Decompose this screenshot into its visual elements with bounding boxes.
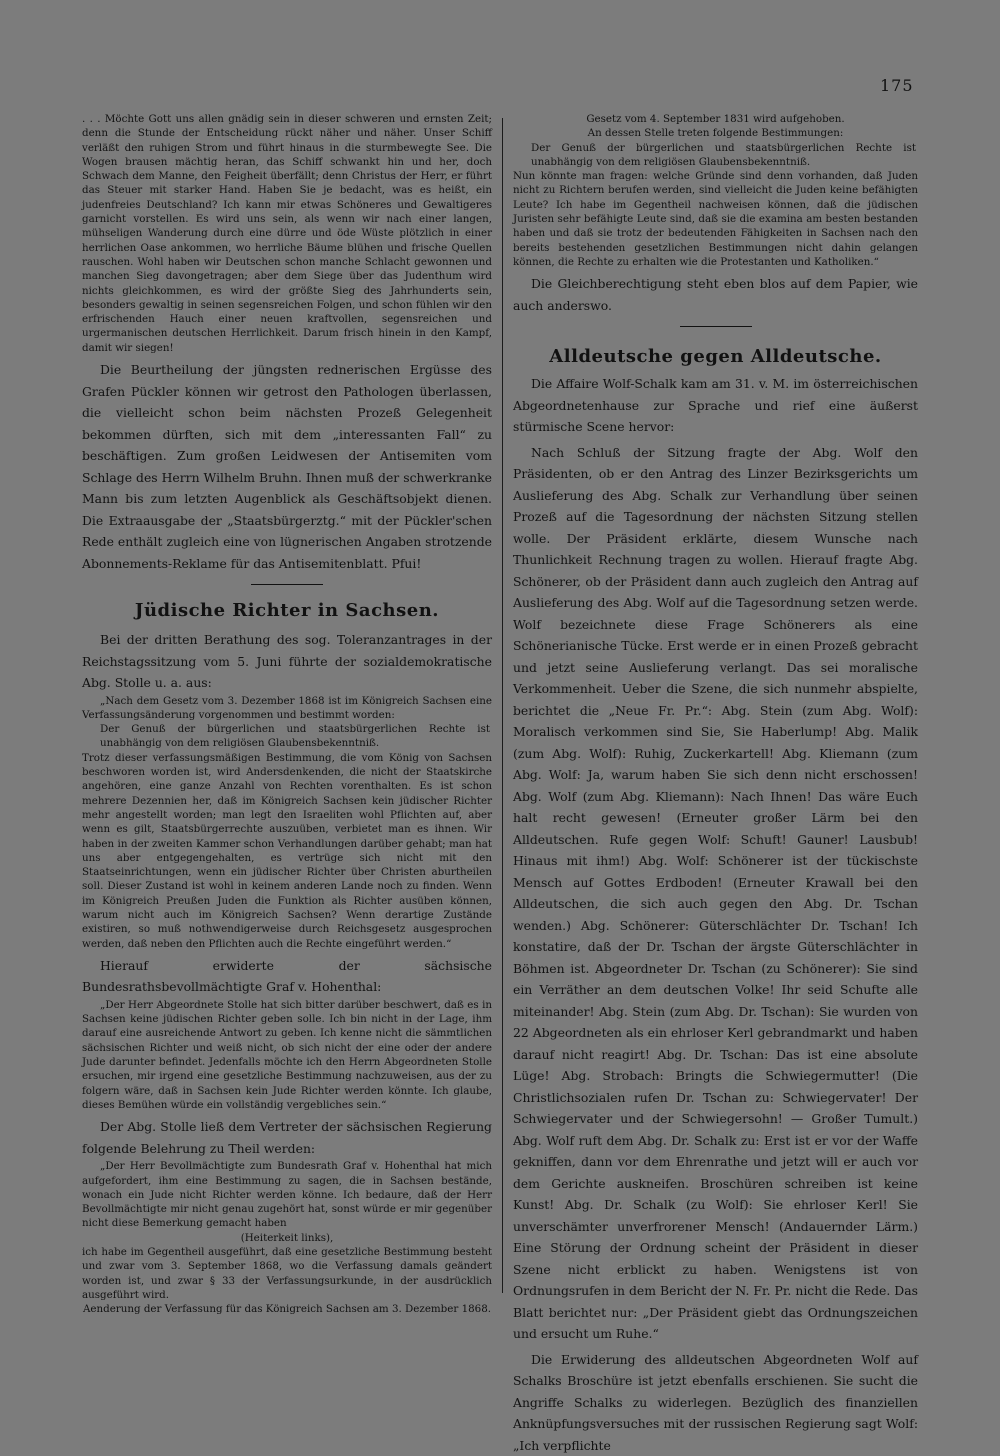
- amendment-title: Aenderung der Verfassung für das Königreich Sachsen am 3. Dezember 1868.: [82, 1303, 492, 1316]
- parliament-scene: Nach Schluß der Sitzung fragte der Abg. Wolf den Präsidenten, ob er den Antrag des Linzer Bezirksgerichts um Auslieferung des Abg. Schalk zur Verhandlung über seinen Prozeß auf die Tagesordnung der nächsten Sitzung stellen wolle. Der Präsident erklärte, diesem Wunsche nach Thunlichkeit Rechnung tragen zu wollen. Hierauf fragte Abg. Schönerer, ob der Präsident dann auch zugleich den Antrag auf Auslieferung des Abg. Wolf auf die Tagesordnung setzen werde. Wolf bezeichnete diese Frage Schönerers als eine Schönerianische Tücke. Erst werde er in einen Prozeß gebracht und jetzt seine Auslieferung verlangt. Das sei moralische Verkommenheit. Ueber die Szene, die sich nunmehr abspielte, berichtet die „Neue Fr. Pr.“: Abg. Stein (zum Abg. Wolf): Moralisch verkommen sind Sie, Sie Haberlump! Abg. Malik (zum Abg. Wolf): Ruhig, Zuckerkartell! Abg. Kliemann (zum Abg. Wolf: Ja, warum haben Sie sich denn nicht erschossen! Abg. Wolf (zum Abg. Kliemann): Nach Ihnen! Das wäre Euch halt recht gewesen! (Erneuter großer Lärm bei den Alldeutschen. Rufe gegen Wolf: Schuft! Gauner! Lausbub! Hinaus mit ihm!) Abg. Wolf: Schönerer ist der tückischste Mensch auf Gottes Erdboden! (Erneuter Krawall bei den Alldeutschen, die sich auch gegen den Abg. Dr. Tschan wenden.) Abg. Schönerer: Güterschlächter Dr. Tschan! Ich konstatire, daß der Dr. Tschan der ärgste Güterschlächter in Böhmen ist. Abgeordneter Dr. Tschan (zu Schönerer): Sie sind ein Verräther an dem deutschen Volke! Ihr seid Schufte alle miteinander! Abg. Stein (zum Abg. Dr. Tschan): Sie wurden von 22 Abgeordneten als ein ehrloser Kerl gebrandmarkt und haben darauf nicht reagirt! Abg. Dr. Tschan: Das ist eine absolute Lüge! Abg. Strobach: Bringts die Schwiegermutter! (Die Christlichsozialen rufen Dr. Tschan zu: Schwiegervater! Der Schwiegervater und der Schwiegersohn! — Großer Tumult.) Abg. Wolf ruft dem Abg. Dr. Schalk zu: Erst ist er vor der Waffe gekniffen, dann vor dem Ehrenrathe und jetzt will er auch vor dem Gerichte auskneifen. Broschüren schreiben ist keine Kunst! Abg. Dr. Schalk (zu Wolf): Sie ehrloser Kerl! Sie unverschämter unverfrorener Mensch! (Andauernder Lärm.) Eine Störung der Ordnung scheint der Präsident in dieser Szene nicht erblickt zu haben. Wenigstens ist von Ordnungsrufen in dem Bericht der N. Fr. Pr. nicht die Rede. Das Blatt berichtet nur: „Der Präsident giebt das Ordnungszeichen und ersucht um Ruhe.“: [513, 444, 918, 1342]
- affair-intro: Die Affaire Wolf-Schalk kam am 31. v. M. im österreichischen Abgeordnetenhause zur Sprache und rief eine äußerst stürmische Scene hervor:: [513, 376, 918, 435]
- stolle-reply-intro: Der Abg. Stolle ließ dem Vertreter der sächsischen Regierung folgende Belehrung zu Theil werden:: [82, 1119, 492, 1156]
- statute-citation: Der Genuß der bürgerlichen und staatsbürgerlichen Rechte ist unabhängig von dem religiösen Glaubensbekenntniß.: [100, 723, 490, 750]
- speech-excerpt: . . . Möchte Gott uns allen gnädig sein in dieser schweren und ernsten Zeit; denn die Stunde der Entscheidung rückt näher und näher. Unser Schiff verläßt den ruhigen Strom und führt hinaus in die sturmbewegte See. Die Wogen brausen mächtig heran, das Schiff schwankt hin und her, doch Schwach dem Manne, den Feigheit überfällt; denn Christus der Herr, er führt das Steuer mit starker Hand. Haben Sie je bedacht, was es heißt, ein judenfreies Deutschland? Ich kann mir etwas Schöneres und Gewaltigeres garnicht vorstellen. Es wird uns sein, als wenn wir nach einer langen, mühseligen Wanderung durch eine dürre und öde Wüste plötzlich in einer herrlichen Oase ankommen, wo herrliche Bäume blühen und frische Quellen rauschen. Wohl haben wir Deutschen schon manche Schlacht gewonnen und manchen Sieg davongetragen; aber dem Siege über das Judenthum wird nichts gleichkommen, es wird der größte Sieg des Jahrhunderts sein, besonders gewaltig in seinen segensreichen Folgen, und schon fühlen wir den erfrischenden Hauch einer neuen kraftvollen, segensreichen und urgermanischen deutschen Herrlichkeit. Darum frisch hinein in den Kampf, damit wir siegen!: [82, 113, 492, 354]
- article-heading-alldeutsche: Alldeutsche gegen Alldeutsche.: [549, 346, 882, 368]
- law-repeal: Gesetz vom 4. September 1831 wird aufgehoben.: [586, 113, 845, 125]
- replacement-note: An dessen Stelle treten folgende Bestimmungen:: [587, 127, 844, 140]
- page-number: 175: [880, 76, 914, 95]
- stolle-quote: „Nach dem Gesetz vom 3. Dezember 1868 ist im Königreich Sachsen eine Verfassungsänderung vorgenommen und bestimmt worden:: [82, 694, 492, 721]
- puckler-commentary: Die Beurtheilung der jüngsten rednerischen Ergüsse des Grafen Pückler können wir getrost den Pathologen überlassen, die vielleicht schon beim nächsten Prozeß Gelegenheit bekommen dürften, sich mit dem „interessanten Fall“ zu beschäftigen. Zum großen Leidwesen der Antisemiten vom Schlage des Herrn Wilhelm Bruhn. Ihnen muß der schwerkranke Mann bis zum letzten Augenblick als Geschäftsobjekt dienen. Die Extraausgabe der „Staatsbürgerztg.“ mit der Pückler'schen Rede enthält zugleich eine von lügnerischen Angaben strotzende Abonnements-Reklame für das Antisemitenblatt. Pfui!: [82, 362, 492, 571]
- statute-citation-right: Der Genuß der bürgerlichen und staatsbürgerlichen Rechte ist unabhängig von dem religiösen Glaubensbekenntniß.: [531, 141, 916, 168]
- stolle-reply-quote: „Der Herr Bevollmächtigte zum Bundesrath Graf v. Hohenthal hat mich aufgefordert, ihm eine Bestimmung zu sagen, die in Sachsen bestände, wonach ein Jude nicht Richter werden könne. Ich bedaure, daß der Herr Bevollmächtigte mir nicht genau zugehört hat, sonst würde er mir gegenüber nicht diese Bemerkung gemacht haben: [82, 1160, 492, 1230]
- tolerance-intro: Bei der dritten Berathung des sog. Toleranzantrages in der Reichstagssitzung vom 5. Juni führte der sozialdemokratische Abg. Stolle u. a. aus:: [82, 632, 492, 691]
- hohenthal-quote: „Der Herr Abgeordnete Stolle hat sich bitter darüber beschwert, daß es in Sachsen keine jüdischen Richter geben solle. Ich bin nicht in der Lage, ihm darauf eine ausreichende Antwort zu geben. Ich kenne nicht die sämmtlichen sächsischen Richter und weiß nicht, ob sich nicht der eine oder der andere Jude darunter befindet. Jedenfalls möchte ich den Herrn Abgeordneten Stolle ersuchen, mir irgend eine gesetzliche Bestimmung nachzuweisen, aus der zu folgern wäre, daß in Sachsen kein Jude Richter werden könnte. Ich glaube, dieses Bemühen würde ein vollständig vergebliches sein.“: [82, 998, 492, 1111]
- article-heading-judges: Jüdische Richter in Sachsen.: [134, 600, 440, 622]
- wolf-reply: Die Erwiderung des alldeutschen Abgeordneten Wolf auf Schalks Broschüre ist jetzt ebenfalls erschienen. Sie sucht die Angriffe Schalks zu widerlegen. Bezüglich des finanziellen Anknüpfungsversuches mit der russischen Regierung sagt Wolf: „Ich verpflichte: [513, 1351, 918, 1453]
- stolle-quote-body: Trotz dieser verfassungsmäßigen Bestimmung, die vom König von Sachsen beschworen worden ist, wird Andersdenkenden, die nicht der Staatskirche angehören, eine ganze Anzahl von Rechten vorenthalten. Es ist schon mehrere Dezennien her, daß im Königreich Sachsen kein jüdischer Richter mehr angestellt worden; man legt den Israeliten wohl Pflichten auf, aber wenn es gilt, Staatsbürgerrechte auszuüben, verbietet man es ihnen. Wir haben in der zweiten Kammer schon Verhandlungen darüber gehabt; man hat uns aber entgegengehalten, es vertrüge sich nicht mit den Staatseinrichtungen, wenn ein jüdischer Richter über Christen aburtheilen soll. Dieser Zustand ist wohl in keinem anderen Lande noch zu finden. Wenn im Königreich Preußen Juden die Funktion als Richter ausüben können, warum nicht auch im Königreich Sachsen? Wenn derartige Zustände existiren, so muß nothwendigerweise durch Reichsgesetz ausgesprochen werden, daß neben den Pflichten auch die Rechte eingeführt werden.“: [82, 751, 492, 950]
- judges-question: Nun könnte man fragen: welche Gründe sind denn vorhanden, daß Juden nicht zu Richtern berufen werden, sind vielleicht die Juden keine befähigten Leute? Ich habe im Gegentheil nachweisen können, daß die jüdischen Juristen sehr befähigte Leute sind, daß sie die examina am besten bestanden haben und daß sie trotz der bedeutenden Fähigkeiten in Sachsen nach den bereits bestehenden gesetzlichen Bestimmungen nicht dahin gelangen können, die Rechte zu erhalten wie die Protestanten und Katholiken.“: [513, 170, 918, 268]
- left-column: [82, 112, 492, 1317]
- stolle-reply-continued: ich habe im Gegentheil ausgeführt, daß eine gesetzliche Bestimmung besteht und zwar vom 3. September 1868, wo die Verfassung damals geändert worden ist, und zwar § 33 der Verfassungsurkunde, in der ausdrücklich ausgeführt wird.: [82, 1246, 492, 1301]
- hohenthal-intro: Hierauf erwiderte der sächsische Bundesrathsbevollmächtigte Graf v. Hohenthal:: [82, 957, 492, 995]
- right-column: [513, 112, 918, 1456]
- laughter-note: (Heiterkeit links),: [240, 1231, 334, 1244]
- equality-remark: Die Gleichberechtigung steht eben blos auf dem Papier, wie auch anderswo.: [513, 276, 918, 313]
- column-divider: [502, 118, 503, 1293]
